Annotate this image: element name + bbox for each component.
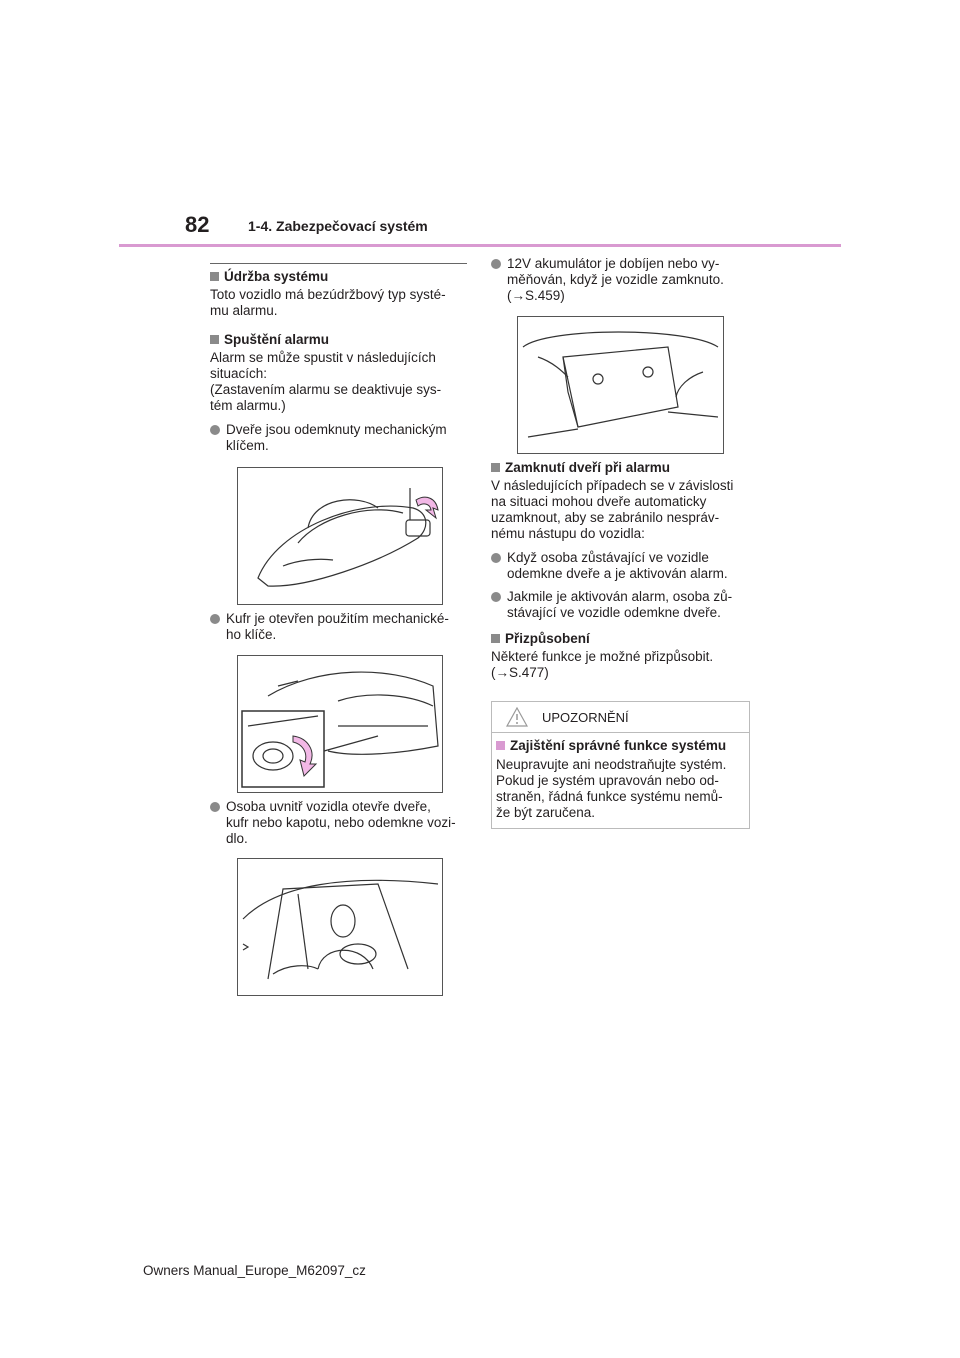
footer-text: Owners Manual_Europe_M62097_cz (143, 1263, 366, 1278)
round-bullet-icon (491, 259, 501, 269)
bullet-item: Když osoba zůstávající ve vozidle odemkne dveře a je aktivován alarm. (491, 550, 728, 582)
figure-door-handle-key (237, 467, 443, 605)
column-rule (210, 263, 467, 264)
figure-trunk-key (237, 655, 443, 793)
caution-heading: Zajištění správné funkce systému (496, 738, 726, 754)
bullet-item-battery: 12V akumulátor je dobíjen nebo vy- měňován, když je vozidle zamknuto. (→S.459) (491, 256, 724, 304)
header-rule (119, 244, 841, 247)
bullet-item: Dveře jsou odemknuty mechanickým klíčem. (210, 422, 447, 454)
figure-battery (517, 316, 724, 454)
square-bullet-icon (210, 335, 219, 344)
alarm-trigger-text: Alarm se může spustit v následujících situacích: (Zastavením alarmu se deaktivuje sys- tém alarmu.) (210, 350, 442, 413)
round-bullet-icon (210, 802, 220, 812)
customization-text: Některé funkce je možné přizpůsobit. (→S.477) (491, 649, 714, 680)
square-bullet-icon (491, 463, 500, 472)
square-bullet-icon (496, 741, 505, 750)
heading-customization: Přizpůsobení (491, 631, 590, 647)
heading-door-lock: Zamknutí dveří při alarmu (491, 460, 670, 476)
round-bullet-icon (210, 614, 220, 624)
door-lock-text: V následujících případech se v závislosti na situaci mohou dveře automaticky uzamknout, aby se zabránilo nespráv- nému nástupu do vozidla: (491, 478, 734, 541)
round-bullet-icon (210, 425, 220, 435)
caution-text: Neupravujte ani neodstraňujte systém. Pokud je systém upravován nebo od- straněn, řádná funkce systému nemů- že být zaručena. (496, 757, 727, 820)
maintenance-text: Toto vozidlo má bezúdržbový typ systé- mu alarmu. (210, 287, 446, 318)
caution-title: UPOZORNĚNÍ (542, 710, 629, 725)
bullet-item: Jakmile je aktivován alarm, osoba zů- stávající ve vozidle odemkne dveře. (491, 589, 732, 621)
warning-triangle-icon (506, 707, 528, 727)
page-number: 82 (185, 212, 210, 237)
square-bullet-icon (210, 272, 219, 281)
round-bullet-icon (491, 553, 501, 563)
section-title: 1-4. Zabezpečovací systém (248, 218, 428, 234)
round-bullet-icon (491, 592, 501, 602)
heading-alarm-trigger: Spuštění alarmu (210, 332, 329, 348)
square-bullet-icon (491, 634, 500, 643)
caution-header (492, 702, 749, 733)
heading-maintenance: Údržba systému (210, 269, 328, 285)
caution-box (491, 701, 750, 829)
figure-person-in-car (237, 858, 443, 996)
bullet-item: Osoba uvnitř vozidla otevře dveře, kufr nebo kapotu, nebo odemkne vozi- dlo. (210, 799, 456, 847)
bullet-item: Kufr je otevřen použitím mechanické- ho klíče. (210, 611, 449, 643)
